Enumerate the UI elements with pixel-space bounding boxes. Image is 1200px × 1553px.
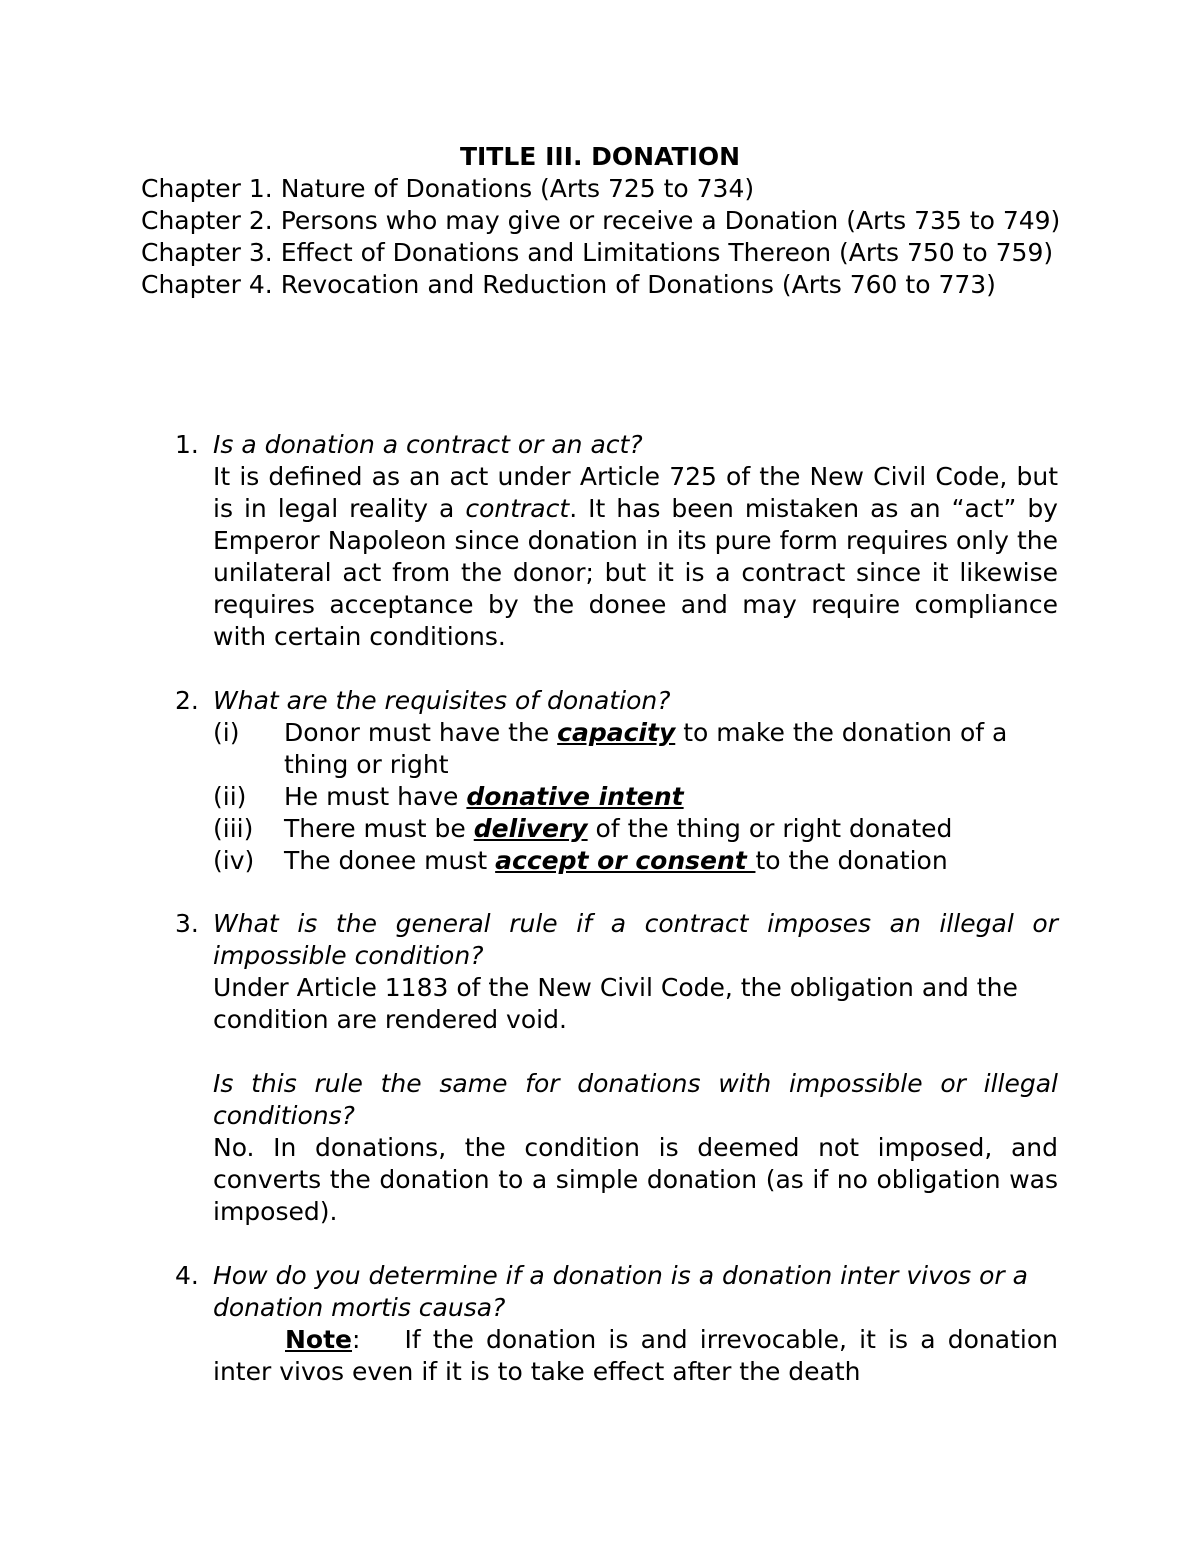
requisite-number: (i) xyxy=(213,718,240,747)
note-paragraph: Note: If the donation is and irrevocable, it is a donation inter vivos even if it is to take effect after the death xyxy=(213,1325,1058,1386)
question-2 xyxy=(141,685,1061,877)
question-number: 1. xyxy=(175,430,199,459)
answer-text: Under Article 1183 of the New Civil Code, the obligation and the condition are rendered void. xyxy=(213,973,1018,1034)
requisite-item: (iv) The donee must accept or consent to the donation xyxy=(213,846,948,875)
chapter-1: Chapter 1. Nature of Donations (Arts 725 to 734) xyxy=(141,174,755,203)
answer-text: It is defined as an act under Article 725 of the New Civil Code, but is in legal reality a contract. It has been mistaken as an “act” by Emperor Napoleon since donation in its pure form requires only the unilateral act from the donor; but it is a contract since it likewise requires acceptance by the donee and may require compliance with certain conditions. xyxy=(213,462,1058,651)
question-text: What is the general rule if a contract imposes an illegal or impossible condition? xyxy=(213,909,1058,970)
question-number: 4. xyxy=(175,1261,199,1290)
requisites-list xyxy=(213,717,1058,877)
question-1 xyxy=(141,429,1061,653)
followup-answer: No. In donations, the condition is deemed not imposed, and converts the donation to a simple donation (as if no obligation was imposed). xyxy=(213,1133,1058,1226)
chapter-4: Chapter 4. Revocation and Reduction of Donations (Arts 760 to 773) xyxy=(141,270,996,299)
requisite-keyword: donative intent xyxy=(466,782,684,811)
requisite-number: (iv) xyxy=(213,846,255,875)
question-text: What are the requisites of donation? xyxy=(213,686,671,715)
question-text: Is a donation a contract or an act? xyxy=(213,430,643,459)
chapter-list xyxy=(141,173,1061,301)
requisite-keyword: accept or consent xyxy=(495,846,756,875)
requisite-number: (iii) xyxy=(213,814,254,843)
requisite-item: (i) Donor must have the capacity to make the donation of a thing or right xyxy=(213,718,1008,779)
requisite-number: (ii) xyxy=(213,782,247,811)
question-3 xyxy=(141,908,1061,1228)
question-number: 2. xyxy=(175,686,199,715)
followup-question: Is this rule the same for donations with impossible or illegal conditions? xyxy=(213,1069,1058,1130)
question-number: 3. xyxy=(175,909,199,938)
requisite-item: (iii) There must be delivery of the thing or right donated xyxy=(213,814,953,843)
document-title: TITLE III. DONATION xyxy=(459,142,741,171)
note-label: Note xyxy=(285,1325,353,1354)
question-4 xyxy=(141,1260,1061,1388)
question-text: How do you determine if a donation is a donation inter vivos or a donation mortis causa? xyxy=(213,1261,1028,1322)
chapter-3: Chapter 3. Effect of Donations and Limitations Thereon (Arts 750 to 759) xyxy=(141,238,1054,267)
requisite-keyword: capacity xyxy=(557,718,676,747)
chapter-2: Chapter 2. Persons who may give or receive a Donation (Arts 735 to 749) xyxy=(141,206,1061,235)
requisite-item: (ii) He must have donative intent xyxy=(213,782,684,811)
requisite-keyword: delivery xyxy=(473,814,588,843)
